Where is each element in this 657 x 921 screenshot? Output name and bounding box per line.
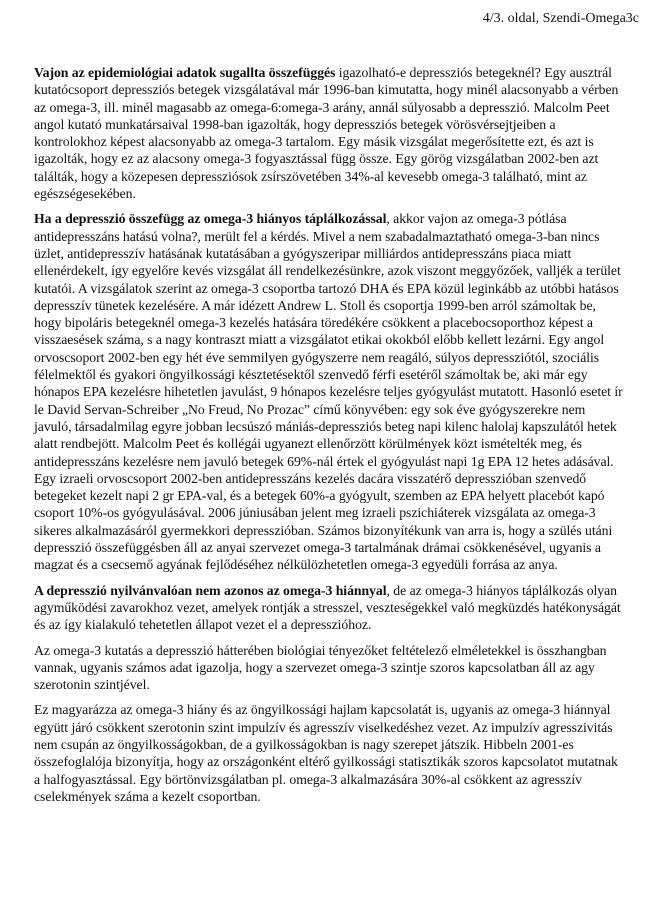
paragraph-lead: Vajon az epidemiológiai adatok sugallta összefüggés [34, 65, 336, 80]
paragraph-omega3-treatment [34, 210, 626, 573]
page-header: 4/3. oldal, Szendi-Omega3c [482, 11, 639, 26]
paragraph-lead: Ha a depresszió összefügg az omega-3 hiányos táplálkozással [34, 211, 387, 227]
paragraph-epidemiology [34, 64, 626, 202]
paragraph-serotonin [34, 642, 626, 694]
article-body [34, 64, 626, 813]
paragraph-omega3-deficiency [34, 582, 626, 634]
paragraph-text: Az omega-3 kutatás a depresszió hátterében biológiai tényezőket feltételező elméletekkel is összhangban vannak, ugyanis számos adat igazolja, hogy a szervezet omega-3 szintje szoros kapcsolatban áll az agy szerotonin szintjével. [34, 642, 607, 693]
paragraph-text: , de az omega-3 hiányos táplálkozás olyan agyműködési zavarokhoz vezet, amelyek rontják a stresszel, veszteségekkel való megküzdés hatékonyságát és az így kialakuló tehetetlen állapot vezet el a depresszióhoz. [34, 582, 621, 633]
paragraph-text: , akkor vajon az omega-3 pótlása antidepresszáns hatású volna?, merült fel a kérdés. Mivel a nem szabadalmaztatható omega-3-ban nincs üzlet, antidepresszív hatásának kutatásában a gyógyszeripar milliárdos antidepresszáns piaca miatt ellenérdekelt, így egyelőre kevés vizsgálat áll rendelkezésünkre, azok viszont meggyőzőek, valljék a terület kutatói. A vizsgálatok szerint az omega-3 csoportba tartozó DHA és EPA közül leginkább az utóbbi hatásos depresszív tünetek kezelésére. A már idézett Andrew L. Stoll és csoportja 1999-ben arról számoltak be, hogy bipoláris betegeknél omega-3 kezelés hatására töredékére csökkent a placebocsoporthoz képest a visszaesések száma, s a nagy kontraszt miatt a vizsgálatot etikai okokból előbb kellett lezárni. Egy angol orvoscsoport 2002-ben egy hét éve semmilyen gyógyszerre nem reagáló, súlyos depressziótól, szociális félelmektől és gyakori öngyilkossági késztetésektől szenvedő férfi esetéről számoltak be, aki már egy hónapos EPA kezelésre hihetetlen javulást, 9 hónapos kezelésre teljes gyógyulást mutatott. Hasonló esetet ír le David Servan-Schreiber „No Freud, No Prozac” című könyvében: egy sok éve gyógyszerekre nem javuló, társadalmilag egyre jobban lecsúszó mániás-depressziós beteg napi kilenc halolaj kapszulától hetek alatt rendbejött. Malcolm Peet és kollégái ugyanezt ellenőrzött körülmények közt ismételték meg, és antidepresszáns kezelésre nem javuló betegek 69%-nál értek el gyógyulást napi 1g EPA 12 hetes adásával. Egy izraeli orvoscsoport 2002-ben antidepresszáns kezelés dacára visszatérő depresszióban szenvedő betegeket kezelt napi 2 gr EPA-val, és a betegek 60%-a gyógyult, szemben az EPA helyett placebót kapó csoport 10%-os gyógyulásával. 2006 júniusában jelent meg izraeli pszichiáterek vizsgálata az omega-3 sikeres alkalmazásáról gyermekkori depresszióban. Számos bizonyítékunk van arra is, hogy a szülés utáni depresszió összefüggésben áll az anyai szervezet omega-3 tartalmának drámai csökkenésével, ugyanis a magzat és a csecsemő agyának fejlődéséhez nélkülözhetetlen omega-3 egyedüli forrása az anya. [34, 211, 623, 573]
paragraph-aggression [34, 701, 626, 805]
paragraph-text: Ez magyarázza az omega-3 hiány és az öngyilkossági hajlam kapcsolatát is, ugyanis az omega-3 hiánnyal együtt járó csökkent szerotonin szint impulzív és agresszív viselkedéshez vezet. Az impulzív agresszivitás nem csupán az öngyilkosságokban, de a gyilkosságokban is nagy szerepet játszik. Hibbeln 2001-es összefoglalója bizonyítja, hogy az országonként eltérő gyilkossági statisztikák szoros kapcsolatot mutatnak a halfogyasztással. Egy börtönvizsgálatban pl. omega-3 alkalmazására 30%-al csökkent az agresszív cselekmények száma a kezelt csoportban. [34, 702, 618, 804]
paragraph-lead: A depresszió nyilvánvalóan nem azonos az omega-3 hiánnyal [34, 582, 387, 598]
paragraph-text: igazolható-e depressziós betegeknél? Egy ausztrál kutatócsoport depressziós betegek vizsgálatával már 1996-ban kimutatta, hogy minél alacsonyabb a vérben az omega-3, ill. minél magasabb az omega-6:omega-3 arány, annál súlyosabb a depresszió. Malcolm Peet angol kutató munkatársaival 1998-ban igazolták, hogy depressziós betegek vörösvérsejtjeiben a kontrolokhoz képest alacsonyabb az omega-3 tartalom. Egy másik vizsgálat megerősítette ezt, és azt is igazolták, hogy ez az alacsony omega-3 fogyasztással függ össze. Egy görög vizsgálatban 2002-ben azt találták, hogy a közepesen depressziósok zsírszövetében 34%-al kevesebb omega-3 található, mint az egészségesekében. [34, 65, 619, 202]
